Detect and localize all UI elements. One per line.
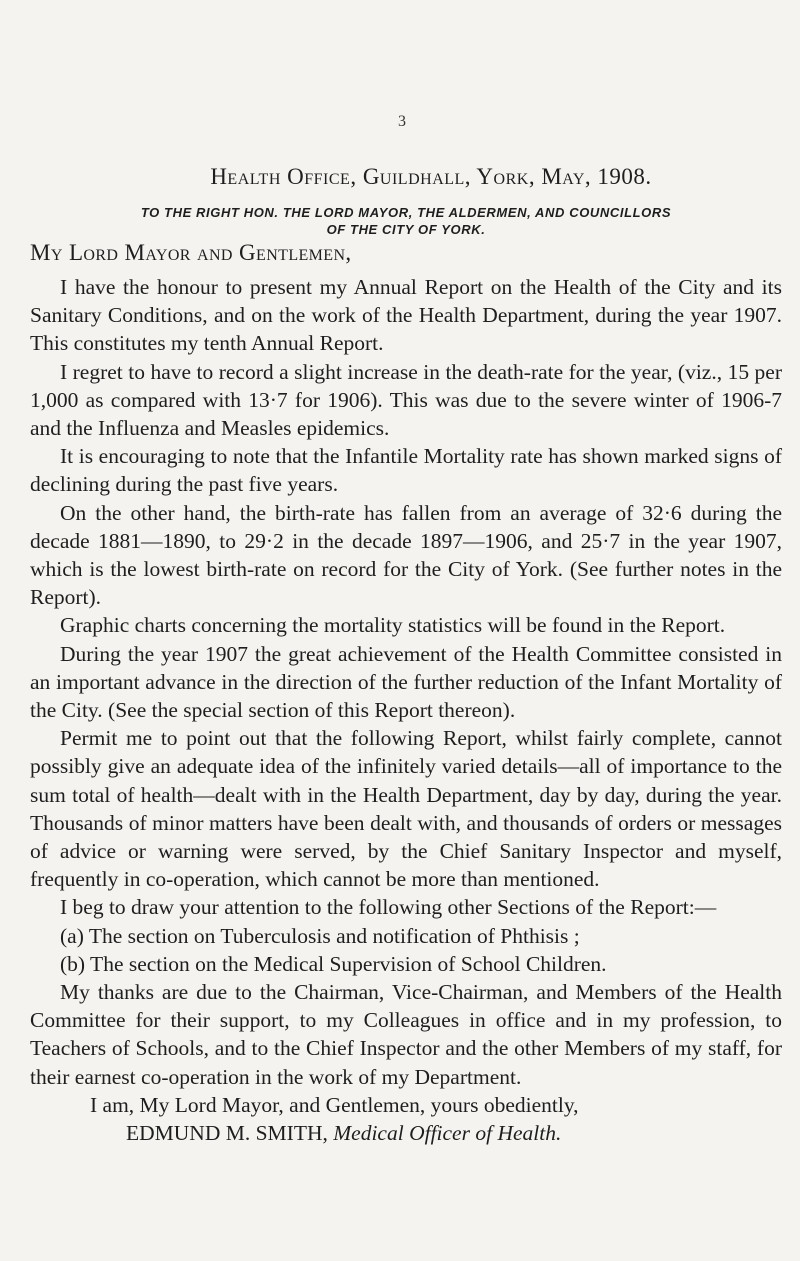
- letter-header: Health Office, Guildhall, York, May, 1908.: [210, 164, 652, 189]
- paragraph: Permit me to point out that the following Report, whilst fairly complete, cannot possibly give an adequate idea of the infinitely varied details—all of importance to the sum total of health—dealt with in the Health Department, day by day, during the year. Thousands of minor matters have been dealt with, and thousands of orders or messages of advice or warning were served, by the Chief Sanitary Inspector and myself, frequently in co-operation, which cannot be more than mentioned.: [30, 726, 782, 892]
- signature-name: EDMUND M. SMITH,: [126, 1121, 328, 1146]
- list-item: (a) The section on Tuberculosis and notification of Phthisis ;: [60, 923, 580, 948]
- paragraph: I beg to draw your attention to the following other Sections of the Report:—: [60, 895, 717, 920]
- paragraph: I have the honour to present my Annual Report on the Health of the City and its Sanitary Conditions, and on the work of the Health Department, during the year 1907. This constitutes my tenth Annual Report.: [30, 275, 782, 356]
- paragraph: During the year 1907 the great achievement of the Health Committee consisted in an important advance in the direction of the further reduction of the Infant Mortality of the City. (See the special section of this Report thereon).: [30, 641, 782, 723]
- paragraph: On the other hand, the birth-rate has fallen from an average of 32·6 during the decade 1881—1890, to 29·2 in the decade 1897—1906, and 25·7 in the year 1907, which is the lowest birth-rate on record for the City of York. (See further notes in the Report).: [30, 500, 782, 610]
- addressee-line-1: TO THE RIGHT HON. THE LORD MAYOR, THE ALDERMEN, AND COUNCILLORS: [140, 205, 672, 220]
- letter-body: [30, 273, 782, 1147]
- paragraph: My thanks are due to the Chairman, Vice-Chairman, and Members of the Health Committee for their support, to my Colleagues in office and in my profession, to Teachers of Schools, and to the Chief Inspector and the other Members of my staff, for their earnest co-operation in the work of my Department.: [30, 980, 782, 1089]
- paragraph: I regret to have to record a slight increase in the death-rate for the year, (viz., 15 per 1,000 as compared with 13·7 for 1906). This was due to the severe winter of 1906-7 and the Influenza and Measles epidemics.: [30, 359, 782, 441]
- addressee: [30, 204, 782, 238]
- list-item: (b) The section on the Medical Supervision of School Children.: [60, 951, 607, 976]
- page-number: 3: [398, 113, 406, 130]
- paragraph: It is encouraging to note that the Infantile Mortality rate has shown marked signs of declining during the past five years.: [30, 444, 782, 497]
- addressee-line-2: OF THE CITY OF YORK.: [326, 222, 486, 237]
- paragraph: Graphic charts concerning the mortality statistics will be found in the Report.: [60, 613, 726, 638]
- salutation: My Lord Mayor and Gentlemen,: [30, 240, 352, 265]
- signature: [30, 1119, 782, 1147]
- closing: I am, My Lord Mayor, and Gentlemen, yours obediently,: [90, 1092, 579, 1117]
- signature-title: Medical Officer of Health.: [333, 1121, 562, 1146]
